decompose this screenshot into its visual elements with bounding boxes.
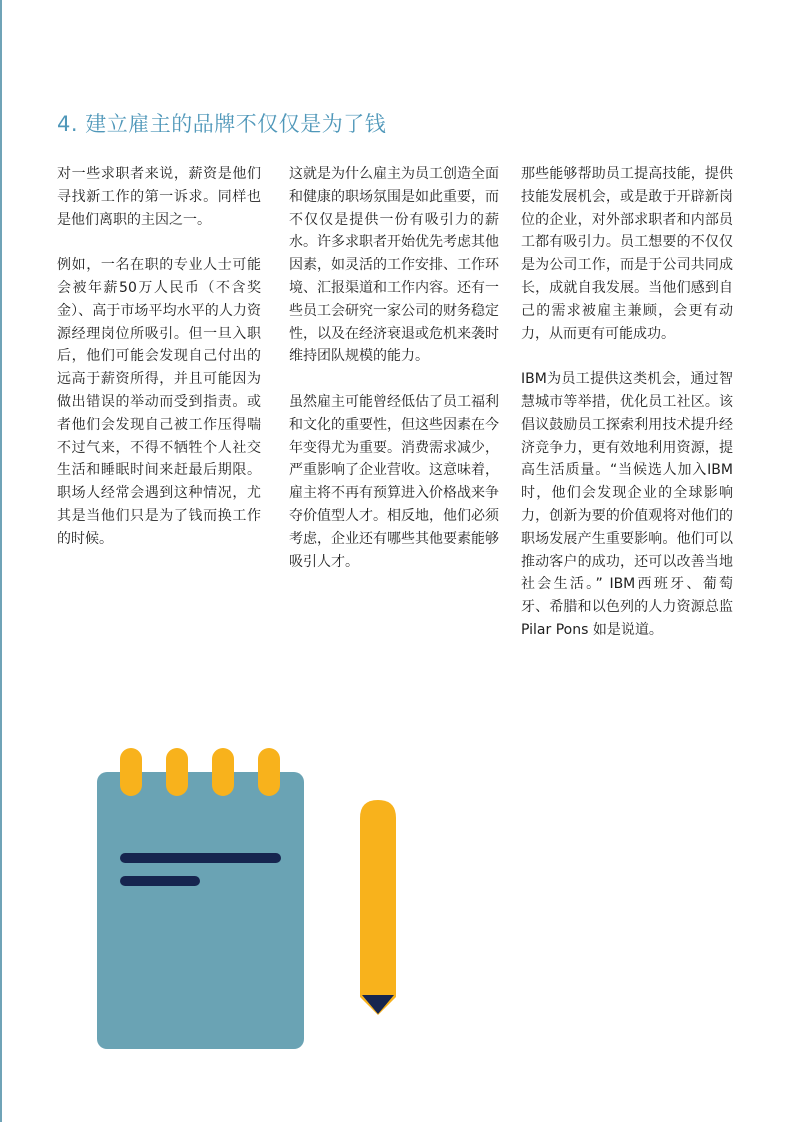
notepad-pencil-illustration <box>90 745 420 1065</box>
paragraph: 虽然雇主可能曾经低估了员工福利和文化的重要性，但这些因素在今年变得尤为重要。消费需求减少，严重影响了企业营收。这意味着，雇主将不再有预算进入价格战来争夺价值型人才。相反地，他们必须考虑，企业还有哪些其他要素能够吸引人才。 <box>289 393 499 570</box>
notepad-text-line <box>120 853 281 863</box>
notepad-ring <box>166 748 188 796</box>
notepad-ring <box>258 748 280 796</box>
paragraph: 这就是为什么雇主为员工创造全面和健康的职场氛围是如此重要，而不仅仅是提供一份有吸引力的薪水。许多求职者开始优先考虑其他因素，如灵活的工作安排、工作环境、汇报渠道和工作内容。还有一些员工会研究一家公司的财务稳定性，以及在经济衰退或危机来袭时维持团队规模的能力。 <box>289 166 499 365</box>
notepad-ring <box>120 748 142 796</box>
text-column-1 <box>57 163 261 573</box>
paragraph: 对一些求职者来说，薪资是他们寻找新工作的第一诉求。同样也是他们离职的主因之一。 <box>57 166 261 228</box>
notepad-text-line <box>120 876 200 886</box>
section-heading: 4. 建立雇主的品牌不仅仅是为了钱 <box>57 112 387 136</box>
paragraph: 例如，一名在职的专业人士可能会被年薪50万人民币（不含奖金）、高于市场平均水平的人力资源经理岗位所吸引。但一旦入职后，他们可能会发现自己付出的远高于薪资所得，并且可能因为做出错误的举动而受到指责。或者他们会发现自己被工作压得喘不过气来，不得不牺牲个人社交生活和睡眠时间来赶最后期限。职场人经常会遇到这种情况，尤其是当他们只是为了钱而换工作的时候。 <box>57 257 261 547</box>
page-edge-line <box>0 0 2 1122</box>
text-column-2 <box>289 163 499 596</box>
notepad-icon <box>97 772 304 1049</box>
text-column-3 <box>521 163 733 665</box>
pencil-icon <box>360 800 396 1015</box>
paragraph: IBM为员工提供这类机会，通过智慧城市等举措，优化员工社区。该倡议鼓励员工探索利用技术提升经济竞争力，更有效地利用资源，提高生活质量。“当候选人加入IBM时，他们会发现企业的全球影响力，创新为要的价值观将对他们的职场发展产生重要影响。他们可以推动客户的成功，还可以改善当地社会生活。” IBM西班牙、葡萄牙、希腊和以色列的人力资源总监 Pilar Pons 如是说道。 <box>521 371 733 638</box>
notepad-ring <box>212 748 234 796</box>
paragraph: 那些能够帮助员工提高技能，提供技能发展机会，或是敢于开辟新岗位的企业，对外部求职者和内部员工都有吸引力。员工想要的不仅仅是为公司工作，而是于公司共同成长，成就自我发展。当他们感到自己的需求被雇主兼顾，会更有动力，从而更有可能成功。 <box>521 166 733 342</box>
